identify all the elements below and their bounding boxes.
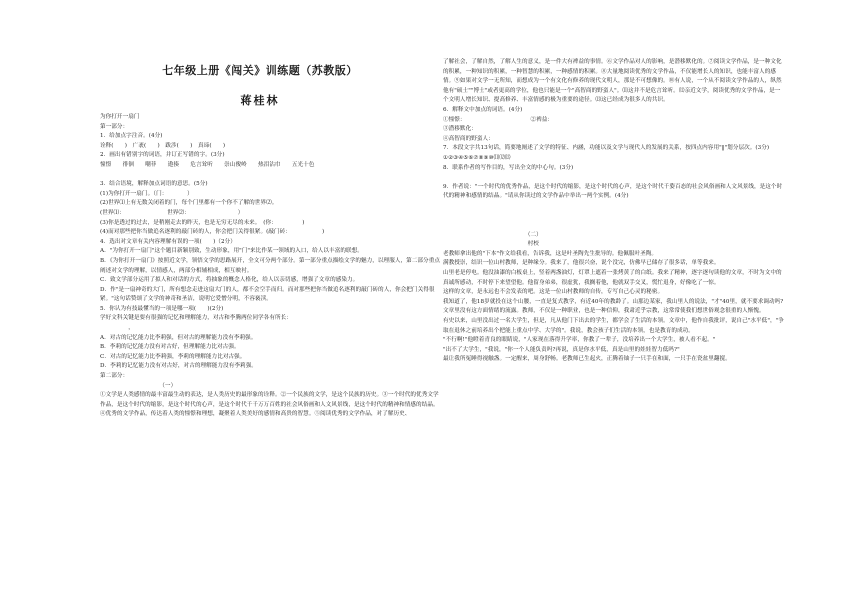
- left-text-line: 第二部分：: [100, 373, 129, 380]
- right-text-line: "出不了大学生，"我说，"你一个人能负责吗?再说，真是你水平低，真是山里的娃娃智力低吗?": [443, 346, 680, 353]
- left-text-line: （一）: [100, 382, 177, 389]
- left-column: [100, 113, 442, 420]
- right-text-line: 村校: [443, 241, 539, 248]
- right-text-line: ①②③④⑤⑥⑦⑧⑨⑩⑾⑿⒀: [443, 154, 511, 161]
- left-text-line: 2．画出有错别字的词语，并订正写错的字。(3分): [100, 152, 225, 159]
- left-text-line: ①文学是人类感情的最丰富最生动的表达，是人类历史的最形象的诠释。②一个民族的文学，是这个民族的历史。③一个时代的优秀文学作品，是这个时代的缩影，是这个时代的心声，是这个时代千千万万百姓的社会风俗画和人文风景线，是这个时代的精神和情感的结晶。④优秀的文学作品，传达着人类的憧憬和理想，凝聚着人类美好的感情和高贵的智慧。⑤阅读优秀的文学作品，对了解历史、: [100, 392, 439, 418]
- left-text-line: C．致文学部分运用了拟人和对话的方式，将抽象的概念人格化，给人以亲切感，增强了文章的感染力。: [100, 277, 359, 284]
- page-title: 七年级上册《闯关》训练题（苏教版）: [162, 64, 358, 77]
- right-text-line: 老教师拿出他的"下本"作文给我看，告诉我，这是叶圣陶先生批导的。他佩服叶圣陶。: [443, 250, 658, 257]
- left-text-line: ，: [100, 325, 134, 332]
- left-text-line: (1)为你打开一扇门。（门： ）: [100, 190, 193, 197]
- right-text-line: ①憧憬： ②裨益：: [443, 116, 554, 123]
- left-text-line: (4)而对那些把你当做追名逐利的敲门砖的人，你会把门关得很紧。(敲门砖： ): [100, 229, 325, 236]
- left-text-line: D．作"是一扇神奇的大门，所有想念走进这扇大门的人，都不会空手而归。而对那些把你当做追名逐利的敲门砖的人，你会把门关得很紧。"这句话赞颂了文学的神奇和圣洁，说明它爱憎分明，不容亵渎。: [100, 286, 435, 303]
- left-text-line: A．对古的记忆能力比李莉强，但对古的理解能力没有李莉强。: [100, 334, 257, 341]
- left-text-line: [100, 171, 442, 181]
- left-text-line: 学好文科关键是要有很强的记忆和理解能力，对古和李腾两位同学各有所长：: [100, 315, 292, 322]
- author-name: 蒋桂林: [240, 94, 280, 107]
- left-text-line: 为你打开一扇门: [100, 114, 140, 120]
- right-column: [443, 58, 785, 365]
- right-text-line: 我知道了，他18岁就投在这个山腰，一直是复式教学，有近40年的教龄了。山那边某家，我山里人的说法，"才"40里，就不要求调动吗?文章里没有这方面情绪的流露。教师，不仅是一种职业，也是一种信仰，我肃近乎宗教，这常常使我们想世俗观念很重的人惭愧。: [443, 298, 784, 315]
- right-text-line: 9．作者说："一个时代的优秀作品，是这个时代的缩影，是这个时代的心声，是这个时代千姿百态的社会风俗画和人文风景线，是这个时代的精神和感情的结晶。"请从你读过的文学作品中举出一两个实例。(4分): [443, 183, 783, 200]
- right-text-line: 这样的文章，是永远也不会发表的吧。这是一位山村教师的自传，专写自己心灵的秘密。: [443, 289, 664, 296]
- left-text-line: D．李莉的记忆能力没有对古好，对古的理解能力没有李莉强。: [100, 363, 257, 370]
- left-text-line: A．"为你打开一扇门"这个题目新颖别致，生动形象，用"门"来比作某一领域的入口，给人以丰富的联想。: [100, 248, 363, 255]
- right-text-line: 有史以来，山里没出过一名大学生，但是，凡从他门下出去的学生，都学会了生活的本领。文章中，他作自我批评，说自己"水平低"，"争取在退休之前培养出个把能上重点中学、大学的"。我说，教会孩子们生活的本领，也是教育的成功。: [443, 318, 784, 334]
- right-text-line: [443, 173, 785, 183]
- left-text-line: 3．结合语境，解释加点词语的意思。(5分): [100, 181, 208, 188]
- left-text-line: 第一部分：: [100, 123, 129, 130]
- left-text-line: (世界⑴： 世界⑵： ）: [100, 209, 244, 216]
- right-text-line: ④高智商的野蛮人：: [443, 135, 494, 142]
- right-text-line: 了解社会，了解自然，了解人生的意义，是一件大有裨益的事情。⑥文学作品对人的影响，是潜移默化的。⑦阅读文学作品，是一种文化的积累，一种知识的积累，一种智慧的积累，一种感情的积累。⑧大量地阅读优秀的文学作品，不仅能增长人的知识，也能丰富人的感情。⑨如果对文学一无所知，而想成为一个有文化有修养的现代文明人，那是不可想像的。⑩有人说，一个从不阅读文学作品的人，纵然他有"硕士""博士"或者更高的学位，他也只能是一个"高智商的野蛮人"。⑾这并不是危言耸听。⑿亲近文学，阅读优秀的文学作品，是一个文明人增长知识、提高修养、丰富情感的极为重要的途径。⒀这已经成为很多人的共识。: [443, 59, 782, 104]
- right-text-line: [443, 212, 785, 222]
- left-text-line: B．李莉的记忆能力没有对古好，但理解能力比对古强。: [100, 344, 240, 351]
- right-text-line: 最让我所冤睡得视触盏。一定醒来，周身舒畅。老教师已生起火，正腾着铀子一只手在和面，一只手在瓷盆里翻搅。: [443, 356, 731, 363]
- left-text-line: B．《为你打开一扇门》按照近文学，领悟文学的思路展开，全文可分两个部分。第一部分重点描绘文学的魅力，以理服人，第二部分重点阐述对文学的理解，以情感人，两部分相辅相成，相互映衬。: [100, 257, 440, 274]
- left-text-line: C．对古的记忆能力比李莉强，李莉的理解能力比对古强。: [100, 353, 246, 360]
- right-text-line: （二）: [443, 231, 542, 238]
- right-text-line: "不行啊!"他瞪着青良的眼睛说，"人家现在落得升学率，你教了一辈子，没培养出一个大学生，被人看不起。": [443, 337, 716, 344]
- left-text-line: 5．你认为有技最懂当的一项是哪一项( )(2分): [100, 305, 224, 312]
- left-text-line: (2)世界⑴上有无数关闭着的门，每个门里都有一个你不了解的世界⑵。: [100, 200, 278, 207]
- right-text-line: 7．本段文字共13句话，简要地阐述了文学的特征、内涵，功能以及文学与现代人的发展的关系，按四点内容用"‖"划分层次。(3分): [443, 145, 770, 152]
- right-text-line: [443, 202, 785, 212]
- right-text-line: [443, 221, 785, 231]
- left-text-line: 诠释( ) 广袤( ) 跋涉( ) 真谛( ): [100, 142, 226, 149]
- left-text-line: 1．给加点字注音。(4分): [100, 133, 163, 140]
- left-text-line: (3)你是透过的过去，是稍刚走去的昨天，也是无穷无尽的未来。 (你： ): [100, 219, 305, 226]
- left-text-line: 4．选出对文章有关内容理解有误的一项( )（2分）: [100, 238, 236, 245]
- right-text-line: 山里老是停电。他没油漆的白板桌上，竖着两盏油灯，灯罩上遮着一张烤黄了的白纸。我来了精神，逐字逐句读他的文章，不时为文中的真诚所感动，不时停下来望望他。他留身弟弟，很虚犹，我搁着他，他就双手交叉，慌忙退身，好像吃了一惊。: [443, 270, 782, 286]
- right-text-line: 6．解释文中加点的词语。(4分): [443, 106, 523, 113]
- right-text-line: 满教授崇，结识一位山村教师，是种缘分。我来了，他很兴奋，说个没完，仿佛早已储存了很多话，单等我来。: [443, 260, 720, 267]
- right-text-line: 8．联系作者的写作目的，写出全文的中心句。(3分): [443, 164, 574, 171]
- left-text-line: 憧憬 徘徊 嘲菲 遨揍 危言耸听 崇山俊岭 热泪沾巾 五光十色: [100, 161, 315, 168]
- right-text-line: ③潜移默化：: [443, 126, 477, 133]
